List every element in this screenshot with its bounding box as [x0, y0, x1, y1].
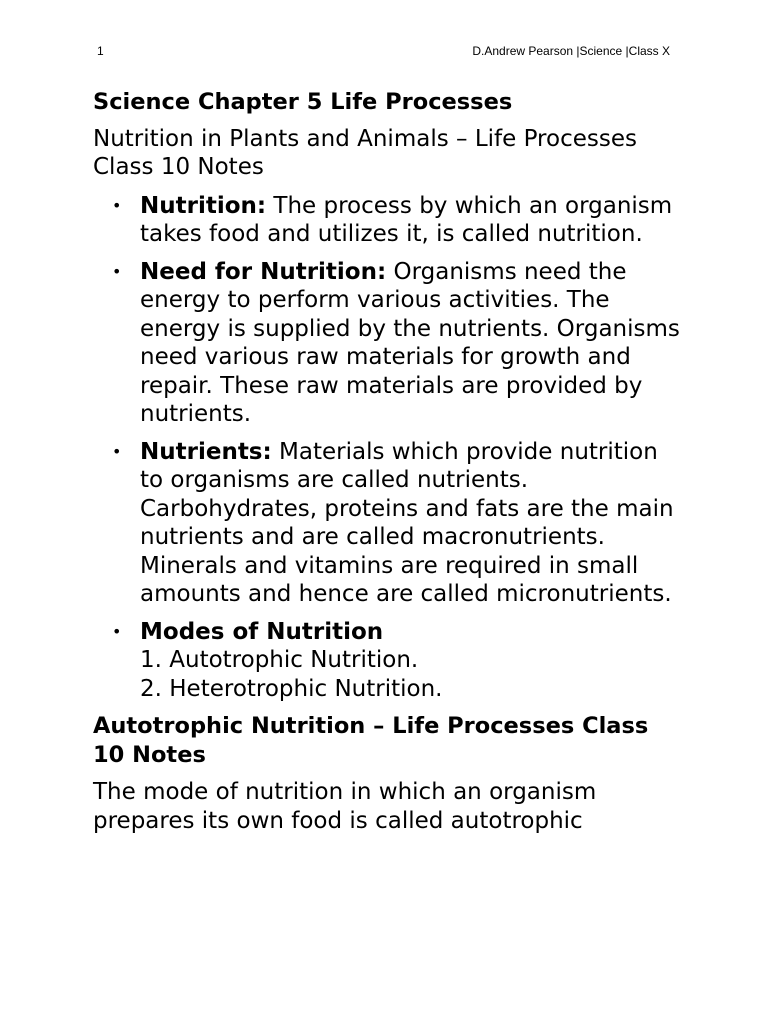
bullet-icon: • — [112, 261, 122, 281]
notes-list — [93, 192, 683, 704]
list-item-nutrients — [93, 438, 683, 609]
mode-autotrophic: 1. Autotrophic Nutrition. — [140, 647, 419, 673]
term-modes-of-nutrition: Modes of Nutrition — [140, 618, 384, 645]
definition-nutrition: The process by which an organism takes food and utilizes it, is called nutrition. — [140, 192, 673, 247]
document-title: Science Chapter 5 Life Processes — [93, 89, 513, 115]
definition-need-for-nutrition: Organisms need the energy to perform various activities. The energy is supplied by the nutrients. Organisms need various raw materials for growth and repair. These raw materials are provided by nutrients. — [140, 258, 680, 427]
bullet-icon: • — [112, 195, 122, 215]
page-header — [97, 42, 670, 60]
mode-heterotrophic: 2. Heterotrophic Nutrition. — [140, 675, 443, 702]
section-heading: Autotrophic Nutrition – Life Processes Class 10 Notes — [93, 713, 649, 768]
bullet-icon: • — [112, 621, 122, 641]
term-nutrition: Nutrition: — [140, 192, 267, 219]
list-item-nutrition — [93, 192, 683, 249]
page-number: 1 — [97, 44, 104, 58]
list-item-need-for-nutrition — [93, 258, 683, 429]
definition-nutrients: Materials which provide nutrition to organisms are called nutrients. Carbohydrates, proteins and fats are the main nutrients and are called macronutrients. Minerals and vitamins are required in small amounts and hence are called micronutrients. — [140, 438, 674, 607]
term-need-for-nutrition: Need for Nutrition: — [140, 258, 387, 285]
bullet-icon: • — [112, 441, 122, 461]
document-subtitle: Nutrition in Plants and Animals – Life Processes Class 10 Notes — [93, 125, 637, 180]
section-body: The mode of nutrition in which an organism prepares its own food is called autotrophic — [93, 779, 597, 834]
document-body — [93, 88, 683, 835]
list-item-modes-of-nutrition — [93, 618, 683, 704]
term-nutrients: Nutrients: — [140, 438, 272, 465]
header-credit: D.Andrew Pearson |Science |Class X — [472, 44, 670, 58]
